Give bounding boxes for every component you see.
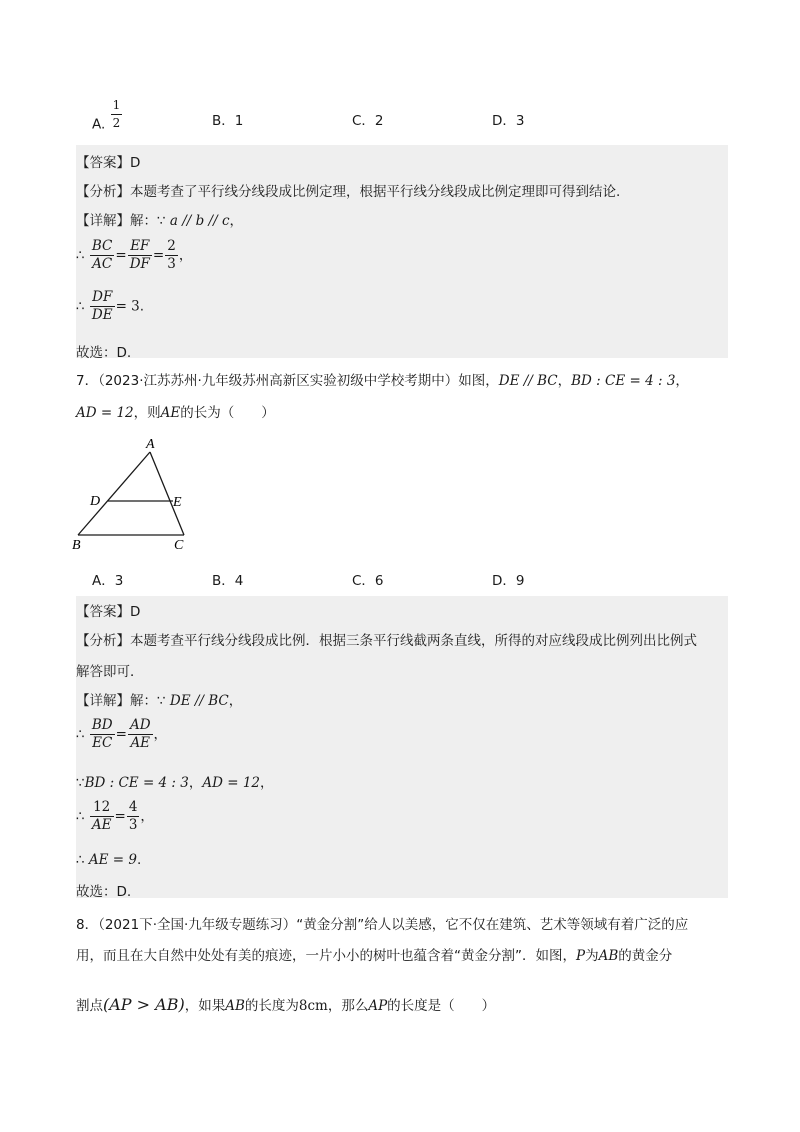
q6-fraction-ef-df	[128, 239, 152, 272]
q7-stem-text: 7．（2023·江苏苏州·九年级苏州高新区实验初级中学校考期中）如图，	[76, 373, 499, 389]
q8-line3-length: 的长度为	[244, 998, 299, 1014]
numerator: AD	[129, 717, 151, 733]
q7-given-sep: ，	[188, 775, 203, 791]
denominator: AE	[130, 735, 151, 751]
q7-given-end: ，	[260, 775, 274, 791]
because-symbol: ∵	[157, 213, 166, 229]
because-symbol: ∵	[157, 693, 166, 709]
q6-answer: 【答案】D	[76, 155, 141, 171]
equals: =	[115, 247, 127, 264]
denominator: EC	[92, 735, 113, 751]
q7-result-expr: AE = 9	[88, 852, 137, 868]
numerator: DF	[90, 290, 115, 307]
q6-choose: 故选：D.	[76, 345, 132, 361]
numerator: 12	[90, 800, 114, 817]
q7-stem-then: ，则	[133, 405, 161, 421]
q7-given-ad: AD = 12	[202, 775, 261, 791]
q6-fraction-bc-ac	[90, 239, 115, 272]
equals: =	[115, 726, 127, 743]
q7-option-a: A．3	[92, 573, 124, 589]
side-ac	[150, 452, 184, 535]
q7-stem-ae: AE	[160, 405, 181, 421]
numerator: EF	[128, 239, 152, 256]
q6-detail-expr: a // b // c	[169, 213, 230, 229]
q8-segment-ab-2: AB	[225, 998, 245, 1014]
q7-choose: 故选：D.	[76, 884, 132, 900]
option-b: B．1	[212, 113, 244, 129]
q8-stem-line1: 8．（2021下·全国·九年级专题练习）“黄金分割”给人以美感，它不仅在建筑、艺术等领域有着广泛的应	[76, 917, 689, 933]
q6-fraction-df-de	[90, 290, 115, 323]
q8-line3-if: ，如果	[184, 998, 226, 1014]
q7-analysis-1: 【分析】本题考查平行线分线段成比例．根据三条平行线截两条直线，所得的对应线段成比例列出比例式	[76, 633, 697, 649]
q7-given-line	[76, 771, 274, 791]
numerator: 2	[167, 238, 176, 254]
denominator: AE	[91, 817, 112, 833]
numerator: 4	[128, 799, 138, 815]
q8-line2-tail: 的黄金分	[618, 948, 673, 964]
q7-fraction-4-3	[127, 800, 140, 833]
therefore-symbol: ∴	[76, 247, 85, 264]
label-e: E	[173, 495, 182, 510]
option-d: D．3	[492, 113, 525, 129]
q8-point-p: P	[576, 948, 586, 964]
q8-segment-ab: AB	[598, 948, 619, 964]
q6-detail-label: 【详解】解：	[76, 213, 157, 229]
label-d: D	[90, 494, 101, 509]
label-a: A	[146, 437, 155, 452]
equals: =	[152, 247, 165, 264]
numerator: BD	[91, 717, 113, 733]
q7-stem-ad: AD = 12	[76, 405, 134, 421]
q8-segment-ap: AP	[368, 998, 388, 1014]
q7-stem-sep: ，	[557, 373, 572, 389]
q7-detail-label: 【详解】解：	[76, 693, 157, 709]
q7-stem-line1	[76, 369, 689, 389]
q7-stem-expr1: DE // BC	[498, 373, 558, 389]
option-c: C．2	[352, 113, 384, 129]
q8-stem-line2	[76, 944, 672, 964]
q7-option-c: C．6	[352, 573, 384, 589]
q7-ratio-line	[76, 718, 167, 751]
denominator: 3	[167, 256, 176, 272]
q7-ratio-end: ，	[153, 726, 168, 743]
label-b: B	[72, 538, 81, 553]
option-a-numerator: 1	[111, 98, 123, 115]
denominator: AC	[92, 256, 113, 272]
denominator: 3	[128, 817, 138, 833]
q8-line3-ask: 的长度是（ ）	[387, 998, 496, 1014]
side-ab	[78, 452, 150, 535]
q7-triangle-figure	[60, 432, 210, 557]
q7-detail-comma: ，	[228, 693, 243, 709]
q7-stem-line2	[76, 401, 275, 421]
q6-ratio-end: ，	[178, 247, 193, 264]
option-a-fraction	[111, 98, 123, 131]
therefore-symbol: ∴	[76, 726, 85, 743]
therefore-symbol: ∴	[76, 808, 85, 825]
q7-stem-expr2: BD : CE = 4 : 3	[571, 373, 676, 389]
q7-fraction-ad-ae	[128, 718, 153, 751]
q7-answer: 【答案】D	[76, 604, 141, 620]
q8-length-value: 8cm	[298, 998, 328, 1014]
q8-line3-then: ，那么	[327, 998, 369, 1014]
q7-fraction-bd-ec	[90, 718, 115, 751]
option-a	[92, 98, 123, 141]
q8-line2-text: 用，而且在大自然中处处有美的痕迹，一片小小的树叶也蕴含着“黄金分割”．如图，	[76, 948, 576, 964]
q7-analysis-2: 解答即可．	[76, 664, 144, 680]
numerator: BC	[91, 238, 113, 254]
q6-detail-comma: ，	[229, 213, 244, 229]
q8-condition: (AP > AB)	[103, 995, 185, 1014]
q7-result-end: .	[136, 852, 142, 868]
q8-line2-is: 为	[585, 948, 599, 964]
q6-detail-line	[76, 209, 243, 229]
option-a-denominator: 2	[112, 116, 121, 130]
q7-option-d: D．9	[492, 573, 525, 589]
label-c: C	[174, 538, 184, 553]
q6-fraction-2-3	[165, 239, 178, 272]
denominator: DE	[91, 307, 113, 323]
q7-given-ratio: BD : CE = 4 : 3	[84, 775, 189, 791]
q7-substitute-line	[76, 800, 154, 833]
equals: =	[114, 808, 126, 825]
q6-result-period: .	[139, 298, 145, 315]
q7-fraction-12-ae	[90, 800, 114, 833]
q6-ratio-line	[76, 239, 192, 272]
option-a-label: A.	[92, 116, 106, 133]
q7-stem-ask: 的长为（ ）	[180, 405, 275, 421]
q6-result-line	[76, 290, 144, 323]
therefore-symbol: ∴	[76, 298, 85, 315]
denominator: DF	[129, 256, 150, 272]
q7-detail-line	[76, 689, 242, 709]
q7-substitute-end: ，	[140, 808, 154, 825]
q8-line3-text: 割点	[76, 998, 103, 1014]
q6-result-value: = 3	[115, 298, 140, 315]
q7-detail-expr: DE // BC	[169, 693, 229, 709]
q7-option-b: B．4	[212, 573, 244, 589]
q7-result-line	[76, 852, 141, 868]
q8-stem-line3	[76, 994, 495, 1014]
therefore-symbol: ∴	[76, 852, 85, 868]
q6-analysis: 【分析】本题考查了平行线分线段成比例定理，根据平行线分线段成比例定理即可得到结论.	[76, 184, 621, 200]
because-symbol: ∵	[76, 775, 85, 791]
q7-stem-comma: ，	[675, 373, 689, 389]
